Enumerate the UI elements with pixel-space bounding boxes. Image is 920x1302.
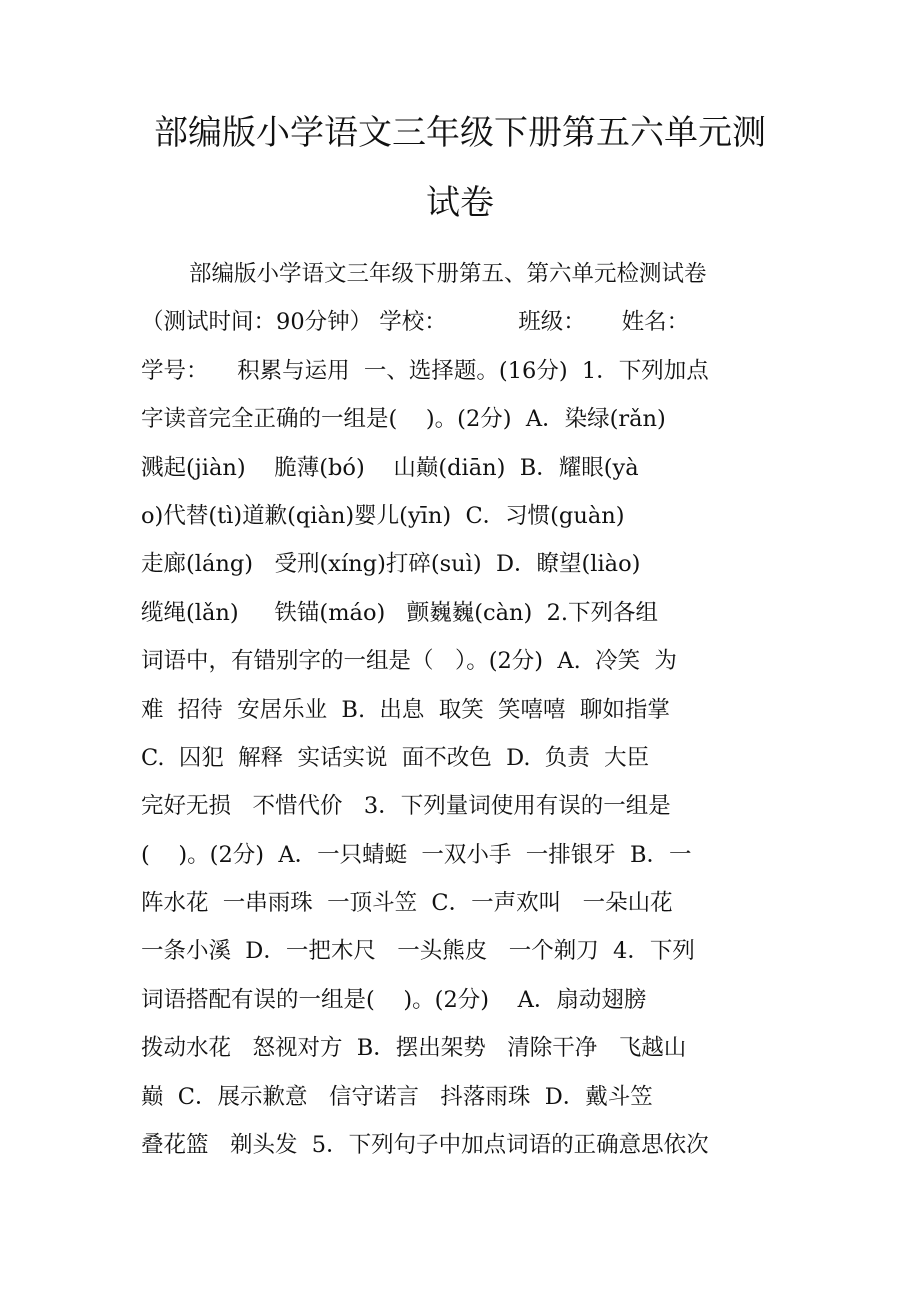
body-line: 叠花篮 剃头发 5．下列句子中加点词语的正确意思依次: [141, 1132, 709, 1159]
body-line: 部编版小学语文三年级下册第五、第六单元检测试卷: [189, 261, 707, 287]
document-body: [141, 250, 801, 1169]
body-line: 一条小溪 D．一把木尺 一头熊皮 一个剃刀 4．下列: [141, 938, 695, 965]
body-line: 字读音完全正确的一组是( )。(2分) A．染绿(rǎn): [141, 406, 666, 433]
body-line: 缆绳(lǎn) 铁锚(máo) 颤巍巍(càn) 2.下列各组: [141, 599, 659, 626]
body-line: 溅起(jiàn) 脆薄(bó) 山巅(diān) B．耀眼(yà: [141, 454, 639, 481]
body-line: 难 招待 安居乐业 B. 出息 取笑 笑嘻嘻 聊如指掌: [141, 696, 670, 723]
body-line: 词语搭配有误的一组是( )。(2分) A．扇动翅膀: [141, 986, 647, 1013]
body-line: 词语中，有错别字的一组是（ ）。(2分) A. 冷笑 为: [141, 648, 677, 675]
body-line: 拨动水花 怒视对方 B．摆出架势 清除干净 飞越山: [141, 1035, 687, 1062]
body-line: o)代替(tì)道歉(qiàn)婴儿(yīn) C．习惯(guàn): [141, 502, 625, 529]
document-title-line-2: 试卷: [426, 183, 494, 223]
body-line: 学号： 积累与运用 一、选择题。(16分) 1．下列加点: [141, 357, 709, 384]
document-title-line-1: 部编版小学语文三年级下册第五六单元测: [154, 113, 766, 153]
body-line: 阵水花 一串雨珠 一顶斗笠 C．一声欢叫 一朵山花: [141, 890, 673, 917]
body-line: 走廊(láng) 受刑(xíng)打碎(suì) D．瞭望(liào): [141, 551, 641, 578]
body-line: 完好无损 不惜代价 3．下列量词使用有误的一组是: [141, 793, 671, 820]
body-line: ( )。(2分) A．一只蜻蜓 一双小手 一排银牙 B．一: [141, 841, 692, 868]
body-line: 巅 C．展示歉意 信守诺言 抖落雨珠 D．戴斗笠: [141, 1083, 653, 1110]
body-line: C. 囚犯 解释 实话实说 面不改色 D. 负责 大臣: [141, 744, 650, 771]
body-line: （测试时间：90分钟） 学校： 班级： 姓名：: [141, 309, 690, 336]
